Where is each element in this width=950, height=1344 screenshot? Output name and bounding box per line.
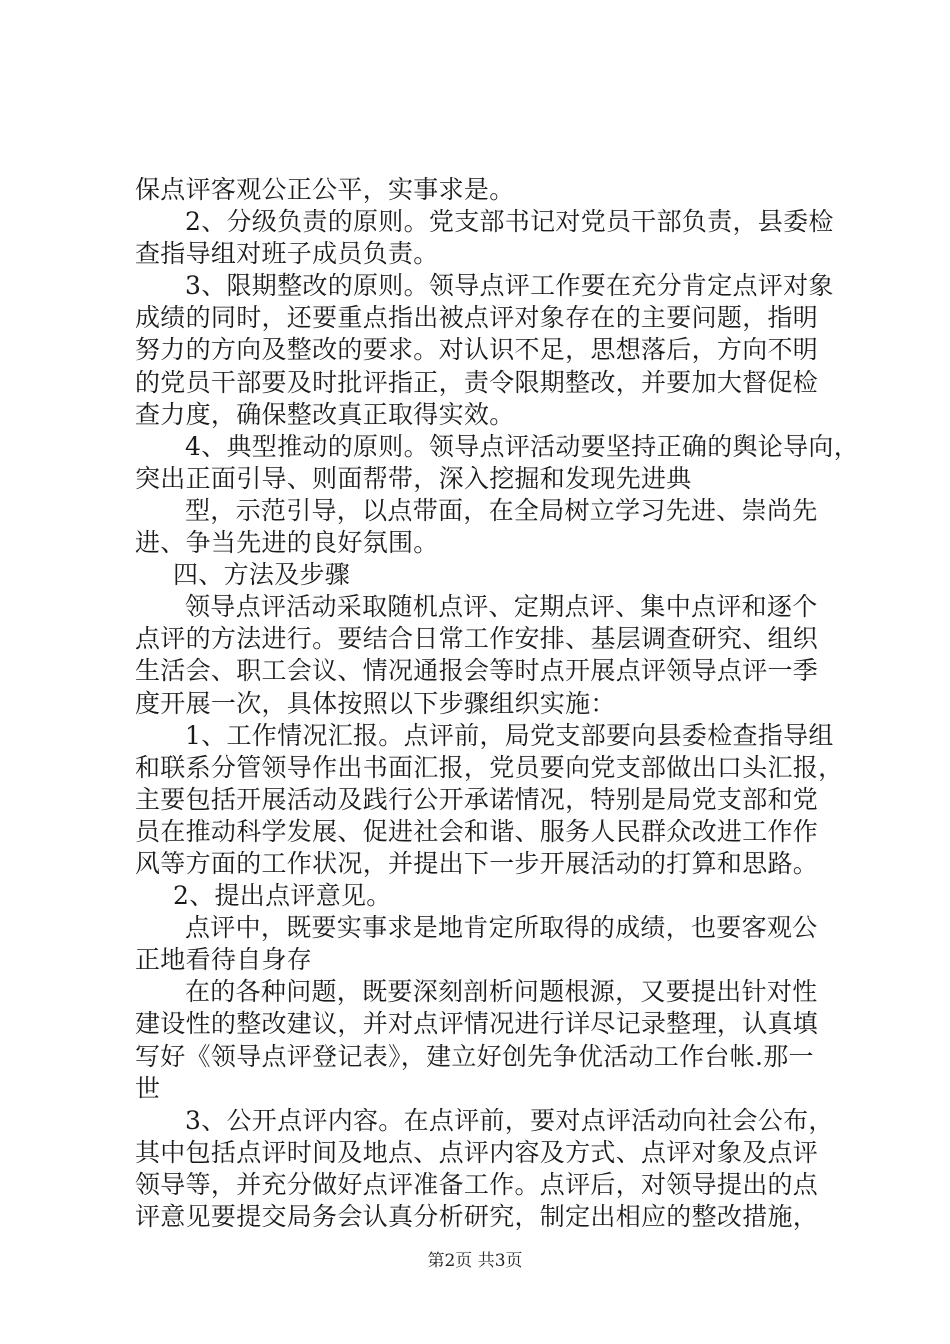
text-line: 四、方法及步骤 [173, 560, 351, 590]
text-line: 风等方面的工作状况，并提出下一步开展活动的打算和思路。 [135, 848, 819, 878]
text-line: 进、争当先进的良好氛围。 [135, 528, 439, 558]
text-line: 1、工作情况汇报。点评前，局党支部要向县委检查指导组 [185, 720, 834, 750]
text-line: 3、公开点评内容。在点评前，要对点评活动向社会公布， [185, 1105, 834, 1135]
text-line: 在的各种问题，既要深刻剖析问题根源，又要提出针对性 [185, 977, 818, 1007]
text-line: 正地看待自身存 [135, 945, 313, 975]
text-line: 其中包括点评时间及地点、点评内容及方式、点评对象及点评 [135, 1137, 819, 1167]
text-line: 2、提出点评意见。 [173, 881, 392, 911]
text-line: 努力的方向及整改的要求。对认识不足，思想落后，方向不明 [135, 335, 819, 365]
text-line: 主要包括开展活动及践行公开承诺情况，特别是局党支部和党 [135, 784, 819, 814]
text-line: 突出正面引导、则面帮带，深入挖掘和发现先进典 [135, 463, 692, 493]
document-body [135, 174, 860, 1233]
text-line: 点评的方法进行。要结合日常工作安排、基层调查研究、组织 [135, 624, 819, 654]
text-line: 生活会、职工会议、情况通报会等时点开展点评领导点评一季 [135, 656, 819, 686]
text-line: 度开展一次，具体按照以下步骤组织实施： [135, 688, 616, 718]
text-line: 建设性的整改建议，并对点评情况进行详尽记录整理，认真填 [135, 1009, 819, 1039]
text-line: 评意见要提交局务会认真分析研究，制定出相应的整改措施， [135, 1202, 819, 1231]
text-line: 领导等，并充分做好点评准备工作。点评后，对领导提出的点 [135, 1169, 819, 1199]
text-line: 员在推动科学发展、促进社会和谐、服务人民群众改进工作作 [135, 816, 819, 846]
text-line: 型，示范引导，以点带面，在全局树立学习先进、崇尚先 [185, 495, 818, 525]
text-line: 查指导组对班子成员负责。 [135, 239, 439, 269]
text-line: 成绩的同时，还要重点指出被点评对象存在的主要问题，指明 [135, 303, 819, 333]
text-line: 的党员干部要及时批评指正，责令限期整改，并要加大督促检 [135, 367, 819, 397]
text-line: 4、典型推动的原则。领导点评活动要坚持正确的舆论导向， [185, 431, 860, 461]
page-footer: 第2页 共3页 [427, 1251, 523, 1271]
text-line: 2、分级负责的原则。党支部书记对党员干部负责，县委检 [185, 207, 834, 237]
text-line: 点评中，既要实事求是地肯定所取得的成绩，也要客观公 [185, 913, 818, 943]
text-line: 世 [135, 1073, 161, 1103]
text-line: 写好《领导点评登记表》，建立好创先争优活动工作台帐.那一 [135, 1041, 814, 1071]
text-line: 保点评客观公正公平，实事求是。 [135, 175, 515, 204]
text-line: 3、限期整改的原则。领导点评工作要在充分肯定点评对象 [185, 271, 834, 301]
text-line: 和联系分管领导作出书面汇报，党员要向党支部做出口头汇报， [135, 752, 844, 782]
text-line: 领导点评活动采取随机点评、定期点评、集中点评和逐个 [185, 592, 818, 622]
text-line: 查力度，确保整改真正取得实效。 [135, 399, 515, 429]
